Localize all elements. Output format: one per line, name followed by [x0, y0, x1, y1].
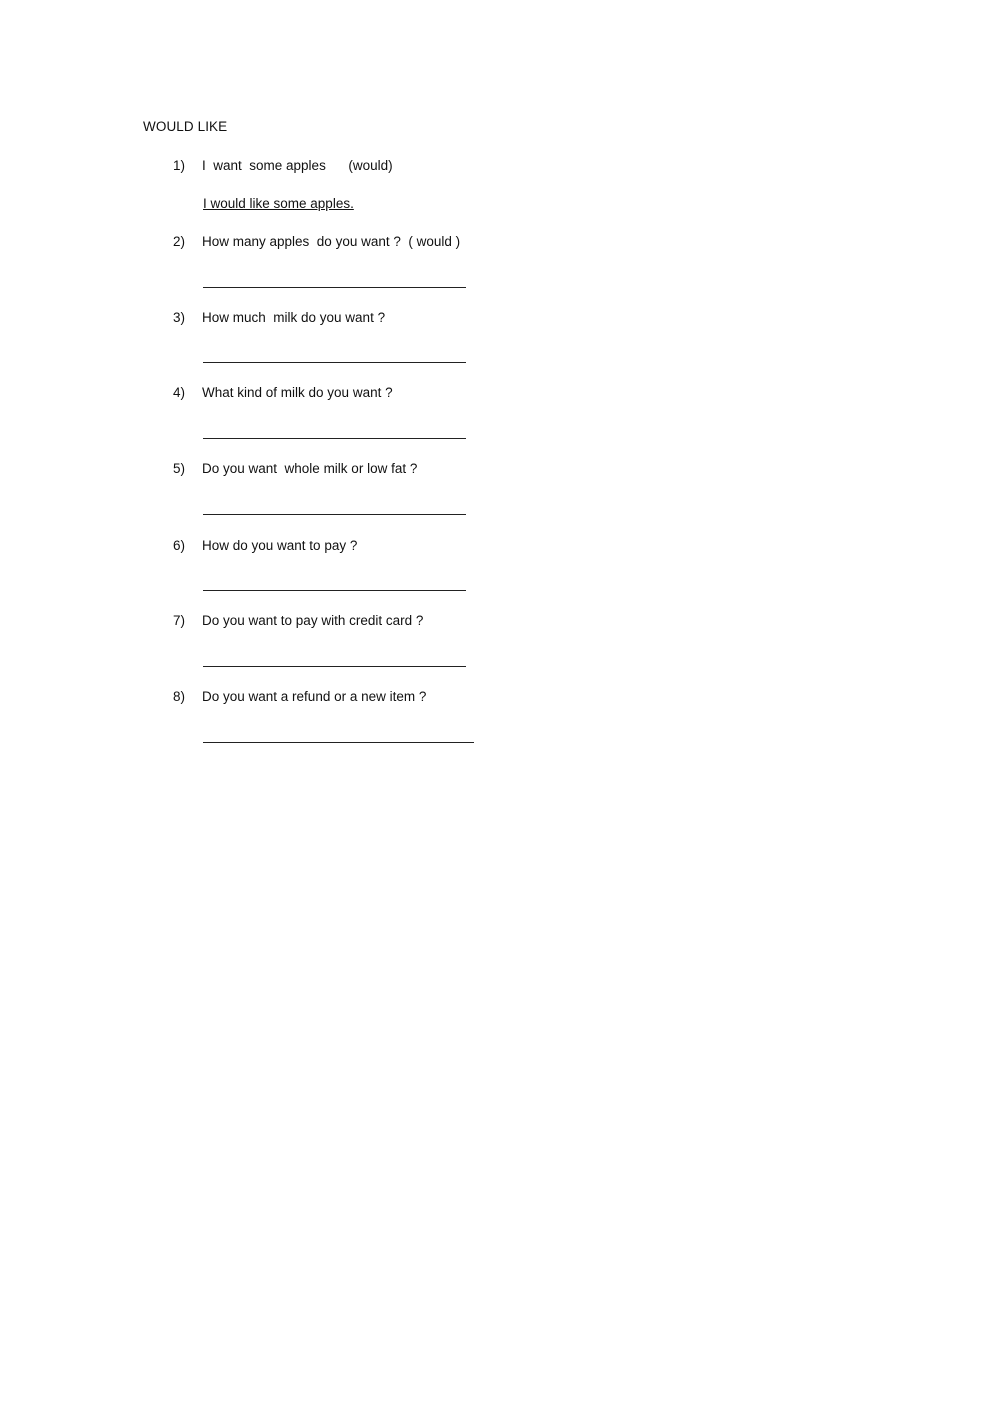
answer-line[interactable]	[203, 362, 466, 363]
question-number: 1)	[173, 158, 186, 173]
example-answer: I would like some apples.	[203, 196, 354, 211]
answer-line[interactable]	[203, 666, 466, 667]
question-8	[0, 689, 427, 749]
question-number: 4)	[173, 385, 186, 400]
answer-line[interactable]	[203, 514, 466, 515]
question-text: How much milk do you want ?	[202, 310, 386, 325]
question-4	[0, 385, 393, 445]
question-3	[0, 310, 386, 370]
answer-line[interactable]	[203, 742, 474, 743]
question-5	[0, 461, 418, 521]
question-text: How do you want to pay ?	[202, 538, 358, 553]
question-2	[0, 234, 461, 294]
question-6	[0, 538, 358, 598]
question-number: 5)	[173, 461, 186, 476]
answer-line[interactable]	[203, 438, 466, 439]
question-text: Do you want whole milk or low fat ?	[202, 461, 418, 476]
question-number: 3)	[173, 310, 186, 325]
question-text: Do you want a refund or a new item ?	[202, 689, 427, 704]
answer-line[interactable]	[203, 590, 466, 591]
answer-line[interactable]	[203, 287, 466, 288]
question-text: How many apples do you want ? ( would )	[202, 234, 461, 249]
worksheet-title: WOULD LIKE	[143, 119, 228, 134]
question-text: What kind of milk do you want ?	[202, 385, 393, 400]
question-number: 2)	[173, 234, 186, 249]
question-text: Do you want to pay with credit card ?	[202, 613, 424, 628]
question-number: 6)	[173, 538, 186, 553]
question-number: 7)	[173, 613, 186, 628]
question-number: 8)	[173, 689, 186, 704]
question-text: I want some apples (would)	[202, 158, 393, 173]
question-7	[0, 613, 424, 673]
